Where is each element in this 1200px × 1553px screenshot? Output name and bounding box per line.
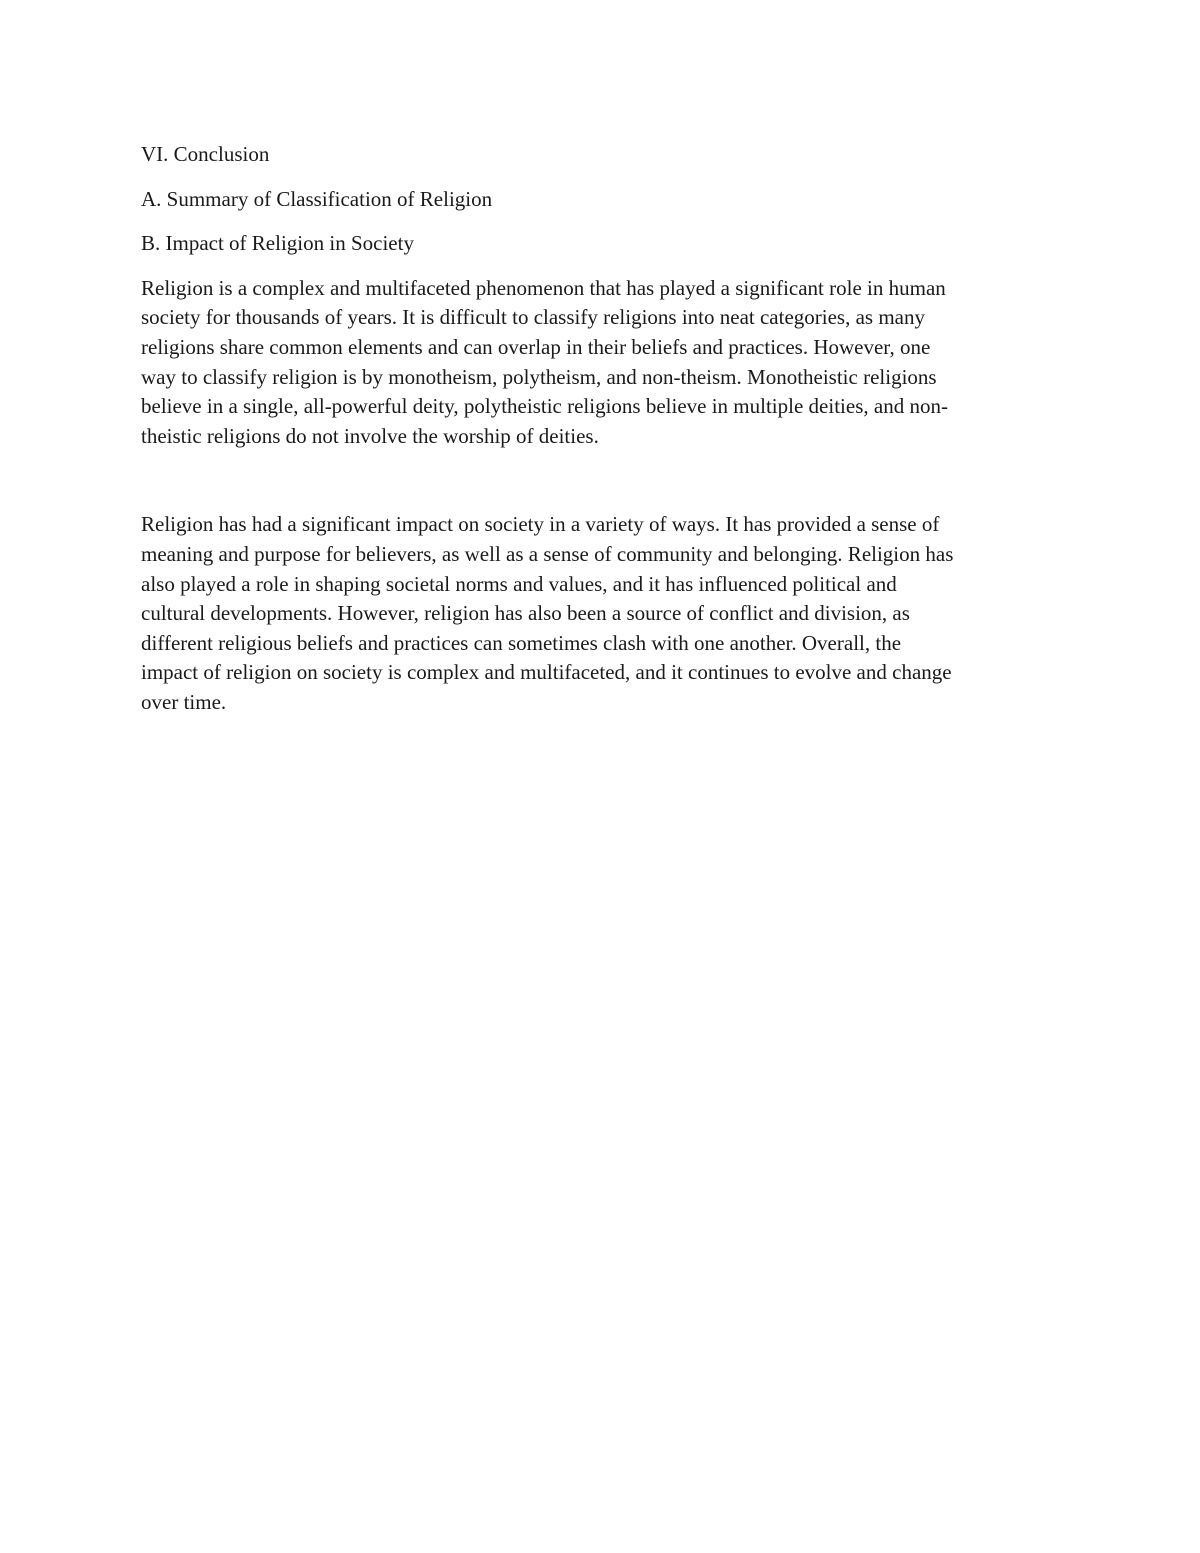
document-body <box>141 140 1056 718</box>
paragraph-line: religions share common elements and can overlap in their beliefs and practices. However, one <box>141 334 931 359</box>
paragraph-line: way to classify religion is by monotheism, polytheism, and non-theism. Monotheistic religions <box>141 364 937 389</box>
paragraph-line: Religion has had a significant impact on society in a variety of ways. It has provided a sense of <box>141 512 940 537</box>
outline-item-a: A. Summary of Classification of Religion <box>141 186 493 211</box>
paragraph-line: meaning and purpose for believers, as well as a sense of community and belonging. Religion has <box>141 541 954 566</box>
paragraph-line: also played a role in shaping societal norms and values, and it has influenced political and <box>141 571 897 596</box>
paragraph-line: Religion is a complex and multifaceted phenomenon that has played a significant role in human <box>141 275 946 300</box>
section-heading: VI. Conclusion <box>141 142 270 166</box>
paragraph-line: cultural developments. However, religion has also been a source of conflict and division, as <box>141 601 910 626</box>
paragraph-line: different religious beliefs and practices can sometimes clash with one another. Overall, the <box>141 630 902 655</box>
paragraph-line: over time. <box>141 689 227 714</box>
paragraph-impact <box>141 510 1056 717</box>
paragraph-line: believe in a single, all-powerful deity, polytheistic religions believe in multiple deities, and non- <box>141 394 948 419</box>
paragraph-line: society for thousands of years. It is difficult to classify religions into neat categories, as many <box>141 305 926 330</box>
paragraph-classification <box>141 274 1056 452</box>
paragraph-line: theistic religions do not involve the worship of deities. <box>141 423 599 448</box>
paragraph-line: impact of religion on society is complex and multifaceted, and it continues to evolve and change <box>141 660 952 685</box>
outline-item-b: B. Impact of Religion in Society <box>141 231 414 256</box>
